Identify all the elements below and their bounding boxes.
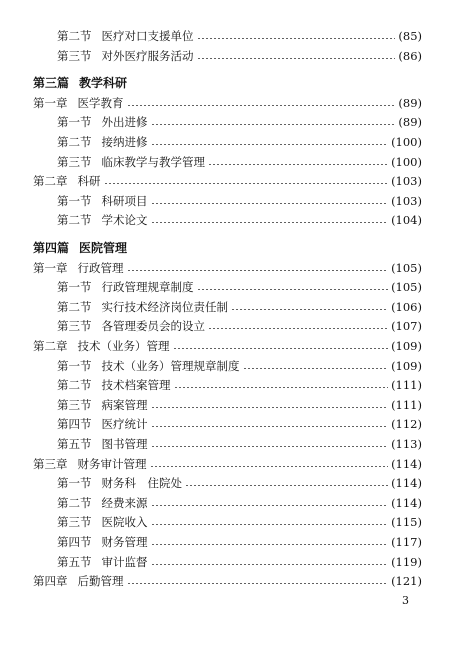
chapter-title: 技术（业务）管理 <box>77 339 170 353</box>
toc-page-number: (109) <box>391 339 422 353</box>
section-number: 第二节 <box>57 29 92 43</box>
section-number: 第二节 <box>57 135 92 149</box>
toc-page-number: (117) <box>391 535 422 549</box>
toc-section-entry <box>57 316 422 336</box>
toc-page-number: (89) <box>398 115 422 129</box>
dot-leader <box>127 105 396 106</box>
toc-page-number: (100) <box>391 135 422 149</box>
chapter-number: 第一章 <box>33 96 68 110</box>
part-number: 第三篇 <box>33 76 70 90</box>
section-number: 第五节 <box>57 437 92 451</box>
dot-leader <box>151 222 389 223</box>
toc-page-number: (85) <box>398 29 422 43</box>
toc-page-number: (113) <box>391 437 422 451</box>
toc-page-number: (111) <box>391 378 422 392</box>
section-number: 第一节 <box>57 476 92 490</box>
toc-section-entry <box>57 277 422 297</box>
dot-leader <box>151 564 389 565</box>
toc-page-number: (114) <box>391 496 422 510</box>
section-number: 第二节 <box>57 496 92 510</box>
section-title: 医疗统计 <box>101 417 148 431</box>
toc-page-number: (111) <box>391 398 422 412</box>
toc-page-number: (103) <box>391 174 422 188</box>
dot-leader <box>127 270 389 271</box>
toc-page-number: (106) <box>391 300 422 314</box>
toc-page-number: (89) <box>398 96 422 110</box>
dot-leader <box>151 544 389 545</box>
dot-leader <box>127 583 389 584</box>
toc-chapter-entry <box>33 336 422 356</box>
toc-part-heading <box>33 73 422 93</box>
section-title: 各管理委员会的设立 <box>101 319 205 333</box>
section-title: 审计监督 <box>101 555 148 569</box>
toc-section-entry <box>57 297 422 317</box>
part-number: 第四篇 <box>33 241 70 255</box>
toc-page-number: (119) <box>391 555 422 569</box>
section-number: 第二节 <box>57 378 92 392</box>
section-number: 第四节 <box>57 535 92 549</box>
chapter-title: 科研 <box>77 174 101 188</box>
toc-section-entry <box>57 356 422 376</box>
section-title: 图书管理 <box>101 437 148 451</box>
toc-chapter-entry <box>33 93 422 113</box>
toc-page-number: (104) <box>391 213 422 227</box>
section-number: 第四节 <box>57 417 92 431</box>
section-number: 第三节 <box>57 515 92 529</box>
toc-section-entry <box>57 532 422 552</box>
toc-chapter-entry <box>33 171 422 191</box>
dot-leader <box>243 368 389 369</box>
toc-page-number: (112) <box>391 417 422 431</box>
chapter-number: 第二章 <box>33 339 68 353</box>
toc-section-entry <box>57 191 422 211</box>
toc-page-number: (107) <box>391 319 422 333</box>
toc-section-entry <box>57 434 422 454</box>
dot-leader <box>104 183 389 184</box>
section-title: 临床教学与教学管理 <box>101 155 205 169</box>
toc-page-number: (105) <box>391 261 422 275</box>
toc-section-entry <box>57 395 422 415</box>
dot-leader <box>151 124 396 125</box>
section-title: 技术（业务）管理规章制度 <box>101 359 240 373</box>
dot-leader <box>208 164 388 165</box>
toc-section-entry <box>57 46 422 66</box>
toc-chapter-entry <box>33 258 422 278</box>
section-number: 第五节 <box>57 555 92 569</box>
toc-page-number: (115) <box>391 515 422 529</box>
toc-page-number: (114) <box>391 476 422 490</box>
chapter-number: 第二章 <box>33 174 68 188</box>
dot-leader <box>151 407 389 408</box>
chapter-number: 第三章 <box>33 457 68 471</box>
section-title: 技术档案管理 <box>101 378 171 392</box>
dot-leader <box>173 348 389 349</box>
dot-leader <box>231 309 388 310</box>
section-number: 第一节 <box>57 115 92 129</box>
dot-leader <box>151 446 389 447</box>
section-title: 接纳进修 <box>101 135 148 149</box>
dot-leader <box>197 289 389 290</box>
dot-leader <box>151 426 389 427</box>
dot-leader <box>197 58 396 59</box>
dot-leader <box>174 387 389 388</box>
section-title: 学术论文 <box>101 213 148 227</box>
chapter-title: 行政管理 <box>77 261 124 275</box>
section-title: 行政管理规章制度 <box>101 280 194 294</box>
chapter-number: 第四章 <box>33 574 68 588</box>
section-number: 第二节 <box>57 300 92 314</box>
section-title: 外出进修 <box>101 115 148 129</box>
part-title: 医院管理 <box>79 241 128 255</box>
toc-page-number: (105) <box>391 280 422 294</box>
dot-leader <box>197 38 396 39</box>
section-title: 经费来源 <box>101 496 148 510</box>
chapter-title: 医学教育 <box>77 96 124 110</box>
toc-page-number: (103) <box>391 194 422 208</box>
section-title: 财务管理 <box>101 535 148 549</box>
toc-part-heading <box>33 238 422 258</box>
chapter-title: 后勤管理 <box>77 574 124 588</box>
section-title: 医院收入 <box>101 515 148 529</box>
toc-section-entry <box>57 512 422 532</box>
toc-chapter-entry <box>33 454 422 474</box>
section-title: 病案管理 <box>101 398 148 412</box>
section-number: 第二节 <box>57 213 92 227</box>
toc-section-entry <box>57 493 422 513</box>
toc-chapter-entry <box>33 571 422 591</box>
toc-page-number: (114) <box>391 457 422 471</box>
toc-page-number: (86) <box>398 49 422 63</box>
toc-page-number: (109) <box>391 359 422 373</box>
part-title: 教学科研 <box>79 76 128 90</box>
toc-section-entry <box>57 375 422 395</box>
toc-section-entry <box>57 552 422 572</box>
section-number: 第一节 <box>57 359 92 373</box>
dot-leader <box>151 144 389 145</box>
section-title: 医疗对口支援单位 <box>101 29 194 43</box>
toc-section-entry <box>57 414 422 434</box>
chapter-title: 财务审计管理 <box>77 457 147 471</box>
page-number: 3 <box>402 594 409 607</box>
dot-leader <box>151 203 389 204</box>
dot-leader <box>208 328 388 329</box>
dot-leader <box>151 505 389 506</box>
section-number: 第三节 <box>57 319 92 333</box>
toc-page-number: (121) <box>391 574 422 588</box>
chapter-number: 第一章 <box>33 261 68 275</box>
section-number: 第三节 <box>57 49 92 63</box>
section-title: 财务科 住院处 <box>101 476 182 490</box>
section-number: 第三节 <box>57 155 92 169</box>
toc-page-number: (100) <box>391 155 422 169</box>
toc-section-entry <box>57 210 422 230</box>
section-number: 第一节 <box>57 280 92 294</box>
toc-section-entry <box>57 26 422 46</box>
dot-leader <box>185 485 388 486</box>
section-number: 第三节 <box>57 398 92 412</box>
section-title: 实行技术经济岗位责任制 <box>101 300 228 314</box>
toc-section-entry <box>57 132 422 152</box>
toc-section-entry <box>57 152 422 172</box>
section-title: 科研项目 <box>101 194 148 208</box>
toc-section-entry <box>57 112 422 132</box>
toc-section-entry <box>57 473 422 493</box>
section-number: 第一节 <box>57 194 92 208</box>
section-title: 对外医疗服务活动 <box>101 49 194 63</box>
dot-leader <box>150 466 389 467</box>
dot-leader <box>151 524 389 525</box>
